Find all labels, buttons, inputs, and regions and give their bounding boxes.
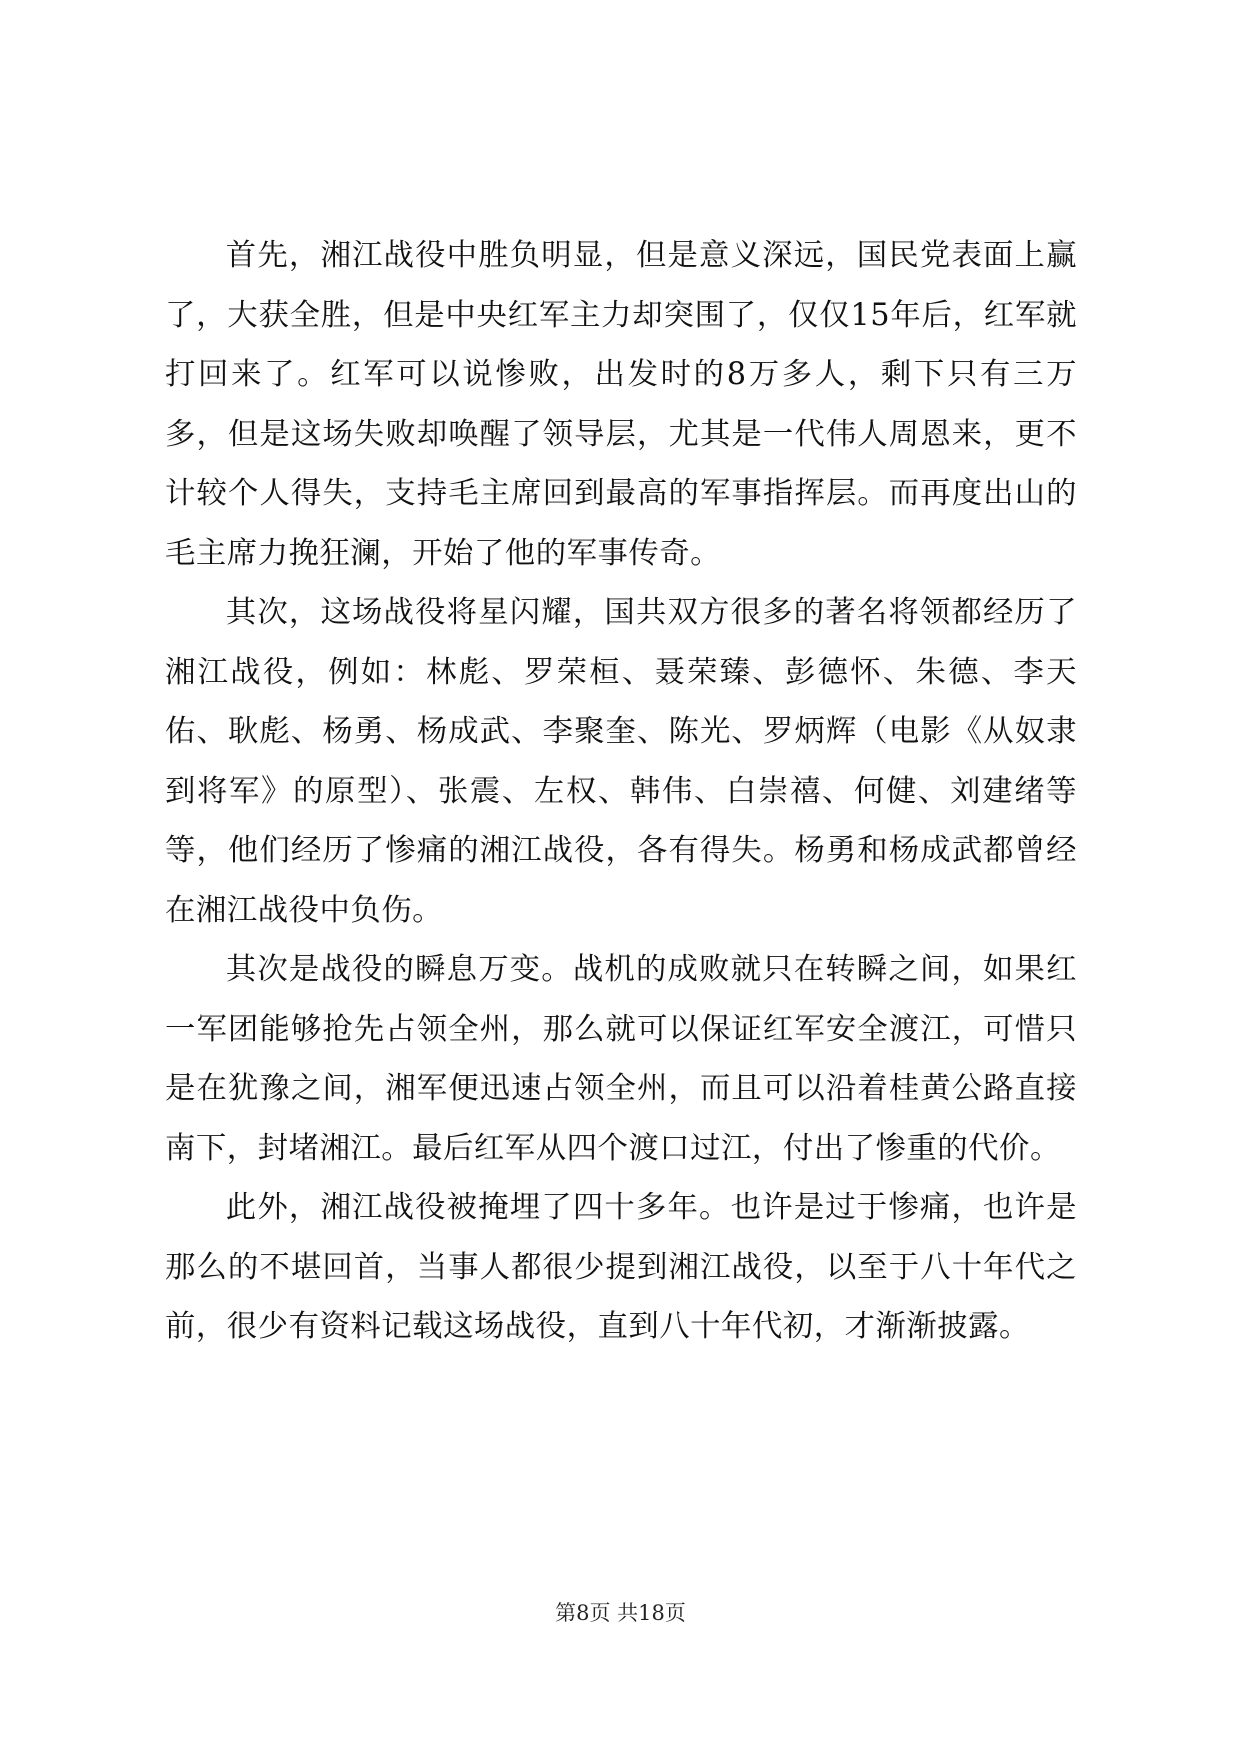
paragraph: 首先，湘江战役中胜负明显，但是意义深远，国民党表面上赢了，大获全胜，但是中央红军主力却突围了，仅仅15年后，红军就打回来了。红军可以说惨败，出发时的8万多人，剩下只有三万多，但是这场失败却唤醒了领导层，尤其是一代伟人周恩来，更不计较个人得失，支持毛主席回到最高的军事指挥层。而再度出山的毛主席力挽狂澜，开始了他的军事传奇。 xyxy=(165,238,1077,571)
page-footer: 第8页 共18页 xyxy=(555,1601,686,1625)
paragraph: 此外，湘江战役被掩埋了四十多年。也许是过于惨痛，也许是那么的不堪回首，当事人都很少提到湘江战役，以至于八十年代之前，很少有资料记载这场战役，直到八十年代初，才渐渐披露。 xyxy=(165,1190,1077,1344)
body-text xyxy=(165,226,1077,1357)
paragraph: 其次，这场战役将星闪耀，国共双方很多的著名将领都经历了湘江战役，例如：林彪、罗荣桓、聂荣臻、彭德怀、朱德、李天佑、耿彪、杨勇、杨成武、李聚奎、陈光、罗炳辉（电影《从奴隶到将军》的原型）、张震、左权、韩伟、白崇禧、何健、刘建绪等等，他们经历了惨痛的湘江战役，各有得失。杨勇和杨成武都曾经在湘江战役中负伤。 xyxy=(165,595,1077,928)
paragraph: 其次是战役的瞬息万变。战机的成败就只在转瞬之间，如果红一军团能够抢先占领全州，那么就可以保证红军安全渡江，可惜只是在犹豫之间，湘军便迅速占领全州，而且可以沿着桂黄公路直接南下，封堵湘江。最后红军从四个渡口过江，付出了惨重的代价。 xyxy=(165,952,1077,1166)
